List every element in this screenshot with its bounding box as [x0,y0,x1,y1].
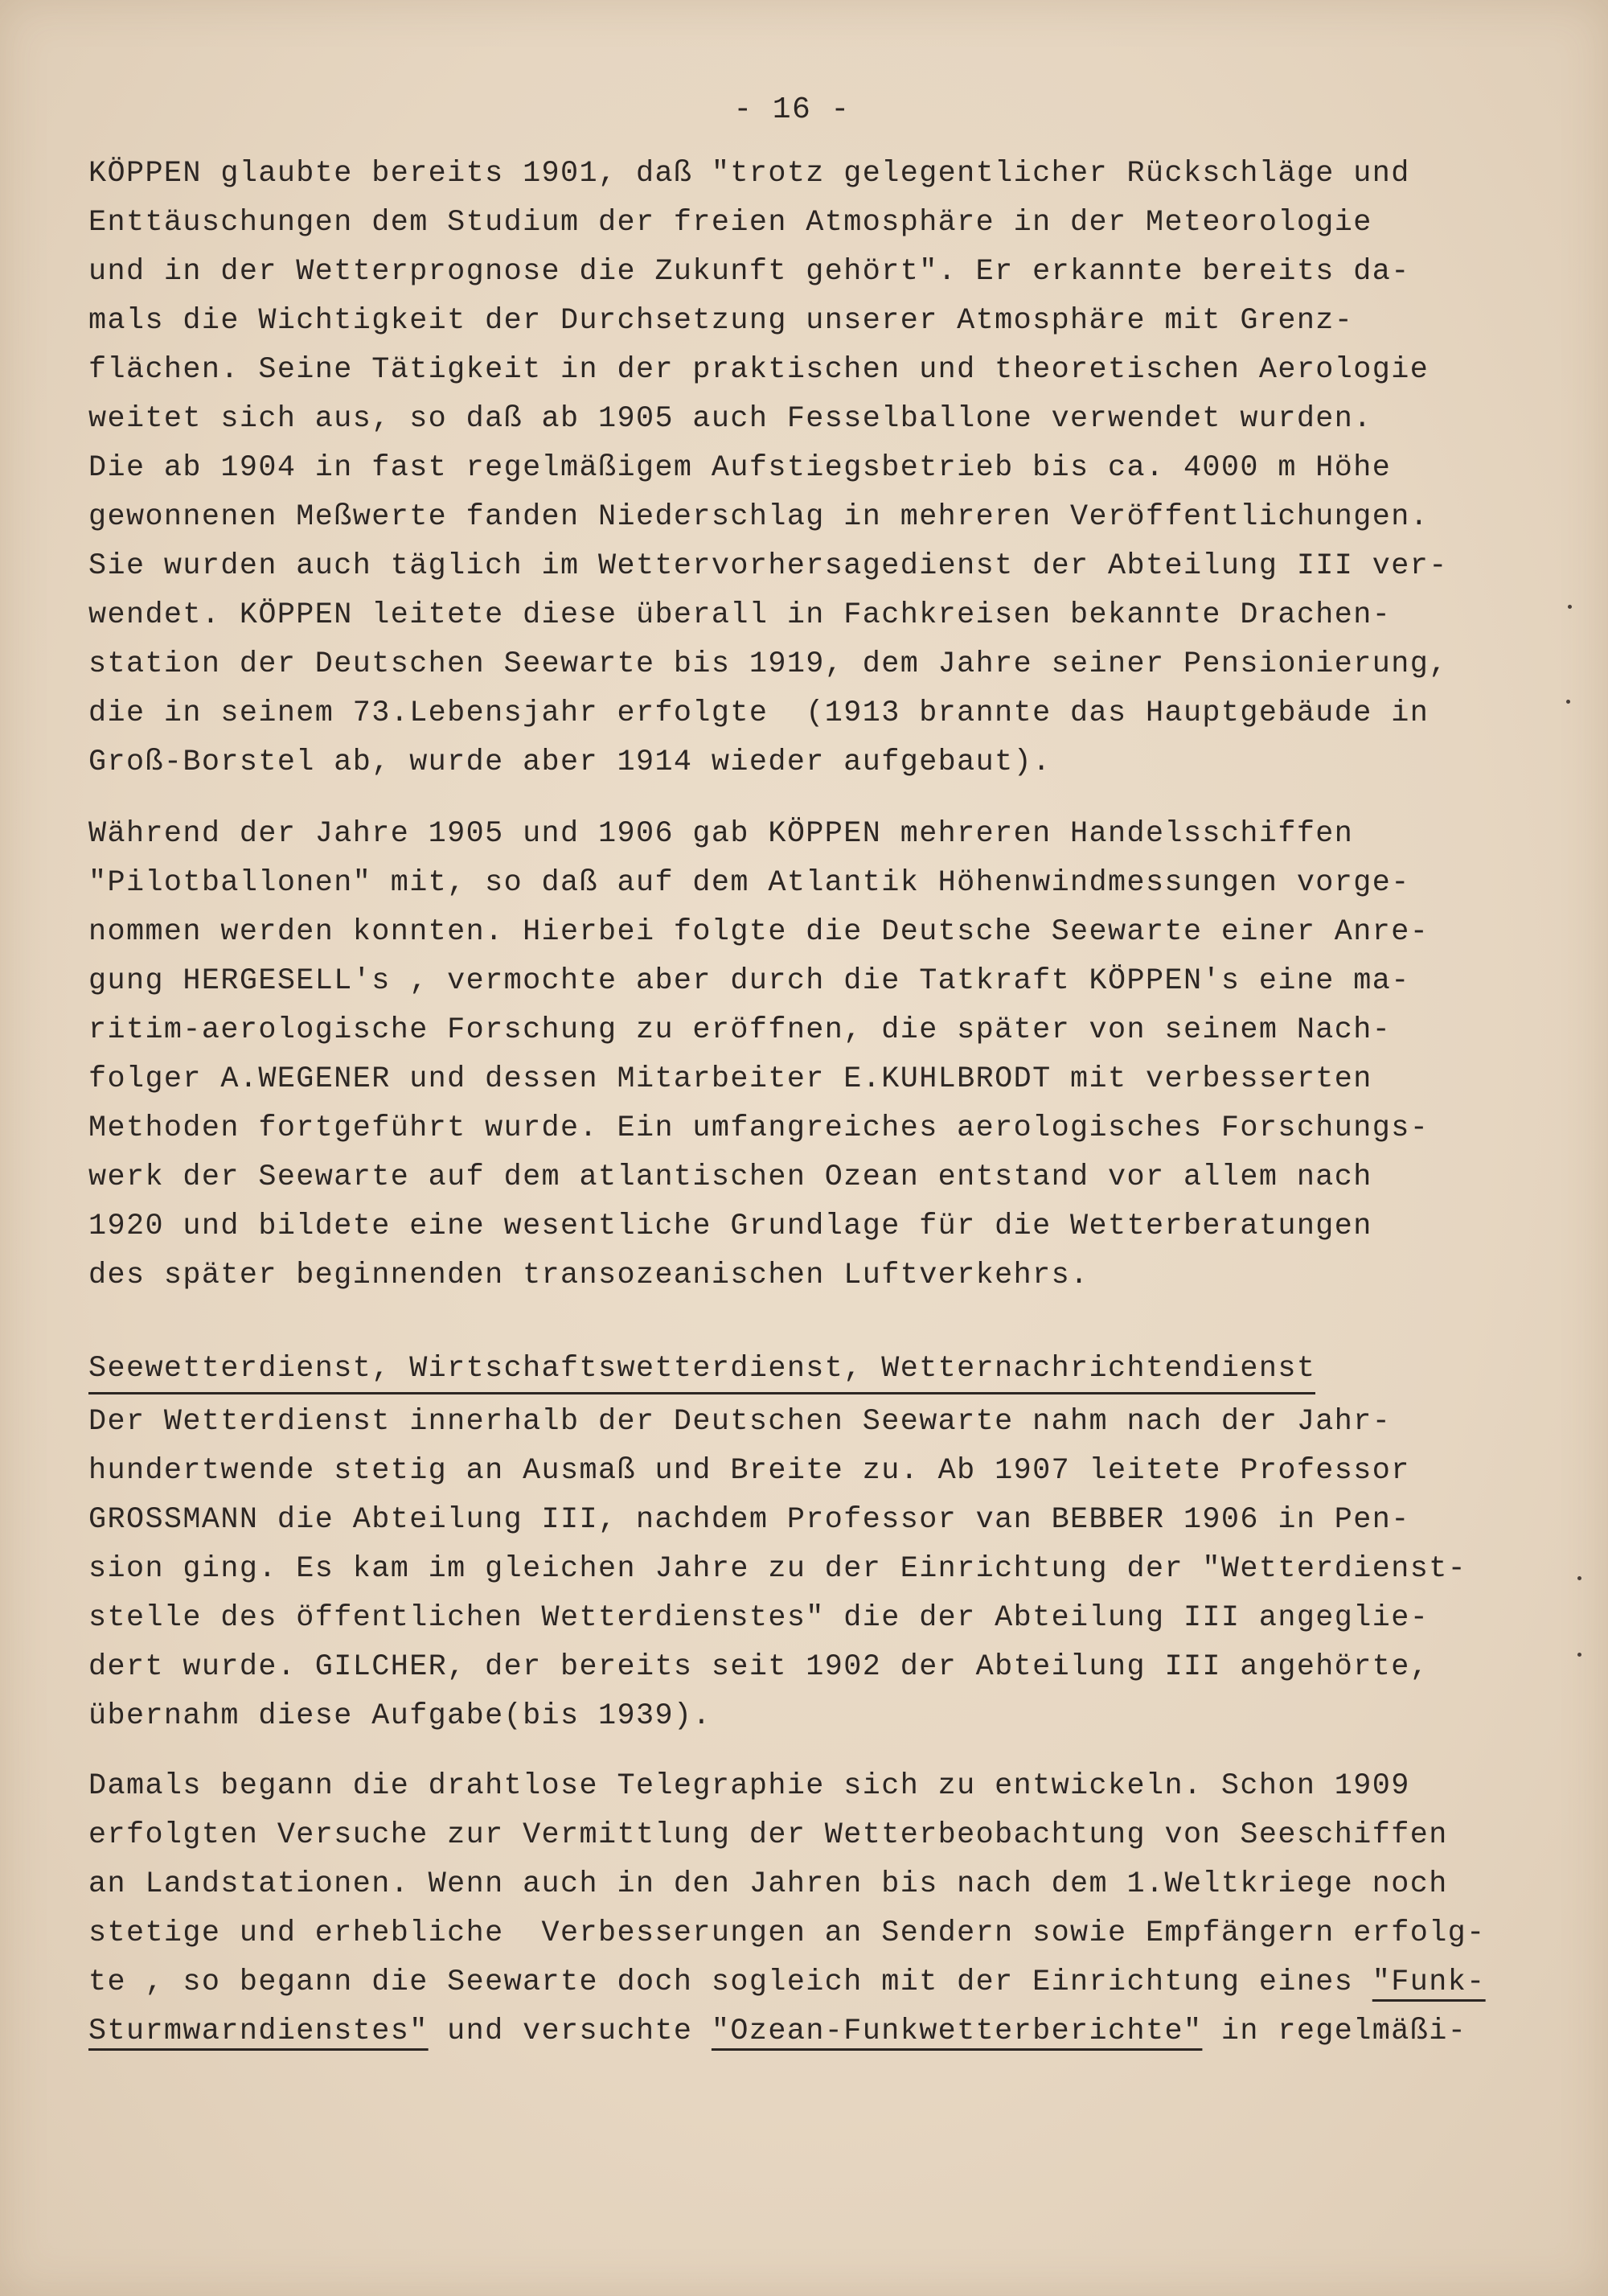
text-line: an Landstationen. Wenn auch in den Jahren bis nach dem 1.Weltkriege noch [88,1867,1448,1901]
text-line: sion ging. Es kam im gleichen Jahre zu der Einrichtung der "Wetterdienst- [88,1552,1467,1586]
text-line: hundertwende stetig an Ausmaß und Breite zu. Ab 1907 leitete Professor [88,1454,1410,1488]
paragraph-telegraphy [88,1762,1544,2056]
text-line: Die ab 1904 in fast regelmäßigem Aufstiegsbetrieb bis ca. 4000 m Höhe [88,451,1392,485]
text-line: folger A.WEGENER und dessen Mitarbeiter E.KUHLBRODT mit verbesserten [88,1062,1372,1096]
text-line: station der Deutschen Seewarte bis 1919, dem Jahre seiner Pensionierung, [88,647,1448,681]
text-line: stelle des öffentlichen Wetterdienstes" die der Abteilung III angeglie- [88,1601,1430,1635]
text-line: und in der Wetterprognose die Zukunft gehört". Er erkannte bereits da- [88,255,1410,289]
text-line: gung HERGESELL's , vermochte aber durch die Tatkraft KÖPPEN's eine ma- [88,964,1410,998]
paragraph-pilot-balloons [88,810,1544,1300]
text-line: KÖPPEN glaubte bereits 1901, daß "trotz gelegentlicher Rückschläge und [88,157,1410,191]
text-line: Enttäuschungen dem Studium der freien Atmosphäre in der Meteorologie [88,206,1372,240]
text-line [88,2007,1544,2056]
text-line: erfolgten Versuche zur Vermittlung der Wetterbeobachtung von Seeschiffen [88,1818,1448,1852]
paragraph-weather-service [88,1398,1544,1741]
paper-speck [1577,1576,1581,1580]
text-line: des später beginnenden transozeanischen Luftverkehrs. [88,1259,1089,1292]
underlined-term: Sturmwarndienstes" [88,2015,429,2048]
section-gap [88,1300,1544,1345]
text-line: wendet. KÖPPEN leitete diese überall in Fachkreisen bekannte Drachen- [88,598,1392,632]
paragraph-koeppen-aerology [88,150,1544,787]
underlined-term: "Funk- [1372,1965,1486,1999]
text-line: werk der Seewarte auf dem atlantischen Ozean entstand vor allem nach [88,1160,1372,1194]
text-line: Der Wetterdienst innerhalb der Deutschen Seewarte nahm nach der Jahr- [88,1405,1392,1439]
text-segment: te , so begann die Seewarte doch sogleich mit der Einrichtung eines [88,1965,1372,1999]
paper-speck [1566,700,1570,704]
text-line: gewonnenen Meßwerte fanden Niederschlag in mehreren Veröffentlichungen. [88,500,1430,534]
underlined-term: "Ozean-Funkwetterberichte" [711,2015,1203,2048]
text-line [88,1958,1544,2007]
text-line: die in seinem 73.Lebensjahr erfolgte (1913 brannte das Hauptgebäude in [88,696,1430,730]
text-line: weitet sich aus, so daß ab 1905 auch Fesselballone verwendet wurden. [88,402,1372,436]
text-line: dert wurde. GILCHER, der bereits seit 1902 der Abteilung III angehörte, [88,1650,1430,1684]
section-heading-wrapper [88,1345,1544,1398]
paper-speck [1568,605,1572,609]
text-line: nommen werden konnten. Hierbei folgte die Deutsche Seewarte einer Anre- [88,915,1430,949]
text-line: "Pilotballonen" mit, so daß auf dem Atlantik Höhenwindmessungen vorge- [88,866,1410,900]
text-line: GROSSMANN die Abteilung III, nachdem Professor van BEBBER 1906 in Pen- [88,1503,1410,1537]
text-line: Groß-Borstel ab, wurde aber 1914 wieder aufgebaut). [88,745,1052,779]
page-number: - 16 - [733,92,851,127]
text-line: 1920 und bildete eine wesentliche Grundlage für die Wetterberatungen [88,1210,1372,1243]
text-line: Damals begann die drahtlose Telegraphie sich zu entwickeln. Schon 1909 [88,1769,1410,1803]
text-segment: und versuchte [428,2015,712,2048]
text-line: übernahm diese Aufgabe(bis 1939). [88,1699,712,1733]
text-line: Methoden fortgeführt wurde. Ein umfangreiches aerologisches Forschungs- [88,1111,1430,1145]
text-line: mals die Wichtigkeit der Durchsetzung unserer Atmosphäre mit Grenz- [88,304,1354,338]
text-line: stetige und erhebliche Verbesserungen an Sendern sowie Empfängern erfolg- [88,1916,1486,1950]
page-content [88,92,1544,2056]
text-line: flächen. Seine Tätigkeit in der praktischen und theoretischen Aerologie [88,353,1430,387]
text-line: ritim-aerologische Forschung zu eröffnen, die später von seinem Nach- [88,1013,1392,1047]
text-segment: in regelmäßi- [1202,2015,1467,2048]
section-heading: Seewetterdienst, Wirtschaftswetterdienst, Wetternachrichtendienst [88,1345,1315,1394]
text-line: Sie wurden auch täglich im Wettervorhersagedienst der Abteilung III ver- [88,549,1448,583]
paper-speck [1577,1653,1581,1657]
text-line: Während der Jahre 1905 und 1906 gab KÖPPEN mehreren Handelsschiffen [88,817,1354,851]
